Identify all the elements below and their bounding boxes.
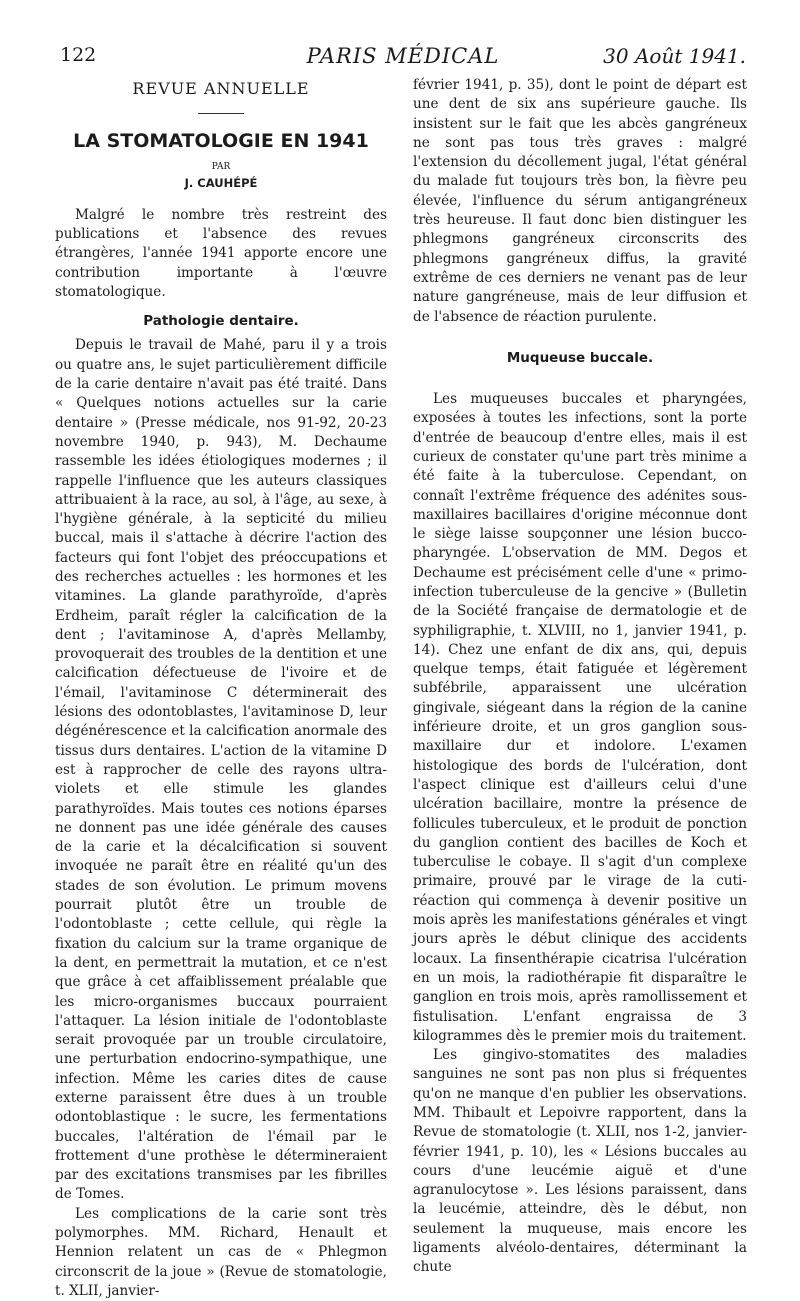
intro-paragraph: Malgré le nombre très restreint des publications et l'absence des revues étrangères, l'année 1941 apporte encore une contribution importante à l'œuvre stomatologique. [55, 206, 387, 300]
heading-muqueuse-buccale: Muqueuse buccale. [506, 349, 654, 366]
author-name: J. CAUHÉPÉ [184, 176, 258, 191]
title-divider [198, 113, 244, 114]
article-title: LA STOMATOLOGIE EN 1941 [73, 129, 369, 152]
left-column [55, 76, 387, 1301]
heading-pathologie-dentaire: Pathologie dentaire. [143, 313, 299, 330]
page-number: 122 [60, 44, 97, 66]
journal-title: PARIS MÉDICAL [306, 44, 500, 68]
issue-date: 30 Août 1941. [603, 44, 746, 68]
right-column [413, 76, 747, 1278]
running-header [60, 44, 746, 74]
muqueuse-paragraph-1: Les muqueuses buccales et pharyngées, exposées à toutes les infections, sont la porte d'entrée de beaucoup d'entre elles, mais il est curieux de constater qu'une part très minime a été faite à la tuberculose. Cependant, on connaît l'extrême fréquence des adénites sous-maxillaires bacillaires d'origine méconnue dont le siège laisse soupçonner une lésion bucco-pharyngée. L'observation de MM. Degos et Dechaume est précisément celle d'une « primo-infection tuberculeuse de la gencive » (Bulletin de la Société française de dermatologie et de syphiligraphie, t. XLVIII, no 1, janvier 1941, p. 14). Chez une enfant de dix ans, qui, depuis quelque temps, était fatiguée et légèrement subfébrile, apparaissent une ulcération gingivale, siégeant dans la région de la canine inférieure droite, et un gros ganglion sous-maxillaire dur et indolore. L'examen histologique des bords de l'ulcération, dont l'aspect clinique est d'ailleurs celui d'une ulcération bacillaire, montre la présence de follicules tuberculeux, et le produit de ponction du ganglion contient des bacilles de Koch et tuberculise le cobaye. Il s'agit d'un complexe primaire, prouvé par le virage de la cuti-réaction qui commença à devenir positive un mois après les manifestations générales et vingt jours après le début clinique des accidents locaux. La finsenthérapie cicatrisa l'ulcération en un mois, la radiothérapie fit disparaître le ganglion en trois mois, après ramollissement et fistulisation. L'enfant engraissa de 3 kilogrammes dès le premier mois du traitement. [413, 391, 747, 1044]
continued-paragraph: février 1941, p. 35), dont le point de départ est une dent de six ans supérieure gauche. Ils insistent sur le fait que les abcès gangréneux ne sont pas tous très graves : malgré l'extension du décollement jugal, l'état général du malade fut toujours très bon, la fièvre peu élevée, l'influence du sérum antigangréneux très heureuse. Il faut donc bien distinguer les phlegmons gangréneux circonscrits des phlegmons gangréneux diffus, la gravité extrême de ces derniers ne venant pas de leur nature gangréneuse, mais de leur diffusion et de l'absence de réaction purulente. [413, 77, 747, 325]
byline-par: PAR [211, 161, 231, 172]
muqueuse-paragraph-2: Les gingivo-stomatites des maladies sanguines ne sont pas non plus si fréquentes qu'on ne manque d'en publier les observations. MM. Thibault et Lepoivre rapportent, dans la Revue de stomatologie (t. XLII, nos 1-2, janvier-février 1941, p. 10), les « Lésions buccales au cours d'une leucémie aiguë et d'une agranulocytose ». Les lésions paraissent, dans la leucémie, atteindre, dès le début, non seulement la muqueuse, mais encore les ligaments alvéolo-dentaires, déterminant la chute [413, 1047, 747, 1276]
pathologie-paragraph-1: Depuis le travail de Mahé, paru il y a trois ou quatre ans, le sujet particulièrement difficile de la carie dentaire n'avait pas été traité. Dans « Quelques notions actuelles sur la carie dentaire » (Presse médicale, nos 91-92, 20-23 novembre 1940, p. 943), M. Dechaume rassemble les idées étiologiques modernes ; il rappelle l'influence que les auteurs classiques attribuaient à la race, au sol, à l'âge, au sexe, à l'hygiène générale, à la septicité du milieu buccal, mais il s'attache à décrire l'action des facteurs qui font l'objet des préoccupations et des recherches actuelles : les hormones et les vitamines. La glande parathyroïde, d'après Erdheim, paraît régler la calcification de la dent ; l'avitaminose A, d'après Mellamby, provoquerait des troubles de la dentition et une calcification défectueuse de l'ivoire et de l'émail, l'avitaminose C déterminerait des lésions des odontoblastes, l'avitaminose D, leur dégénérescence et la calcification anormale des tissus durs dentaires. L'action de la vitamine D est à rapprocher de celle des rayons ultra-violets et elle stimule les glandes parathyroïdes. Mais toutes ces notions éparses ne donnent pas une idée générale des causes de la carie et la décalcification si souvent invoquée ne paraît être en réalité qu'un des stades de son évolution. Le primum movens pourrait plutôt être un trouble de l'odontoblaste ; cette cellule, qui règle la fixation du calcium sur la trame organique de la dent, en permettrait la mutation, et ce n'est que grâce à cet affaiblissement préalable que les micro-organismes buccaux pourraient l'attaquer. La lésion initiale de l'odontoblaste serait provoquée par un trouble circulatoire, une perturbation endocrino-sympathique, une infection. Même les caries dites de cause externe paraissent être dues à un trouble odontoblastique : le sucre, les fermentations buccales, l'altération de l'émail par le frottement d'une prothèse le détermineraient par des excitations transmises par les fibrilles de Tomes. [55, 337, 387, 1203]
section-label: REVUE ANNUELLE [132, 79, 310, 98]
pathologie-paragraph-2: Les complications de la carie sont très polymorphes. MM. Richard, Henault et Hennion relatent un cas de « Phlegmon circonscrit de la joue » (Revue de stomatologie, t. XLII, janvier- [55, 1205, 387, 1299]
